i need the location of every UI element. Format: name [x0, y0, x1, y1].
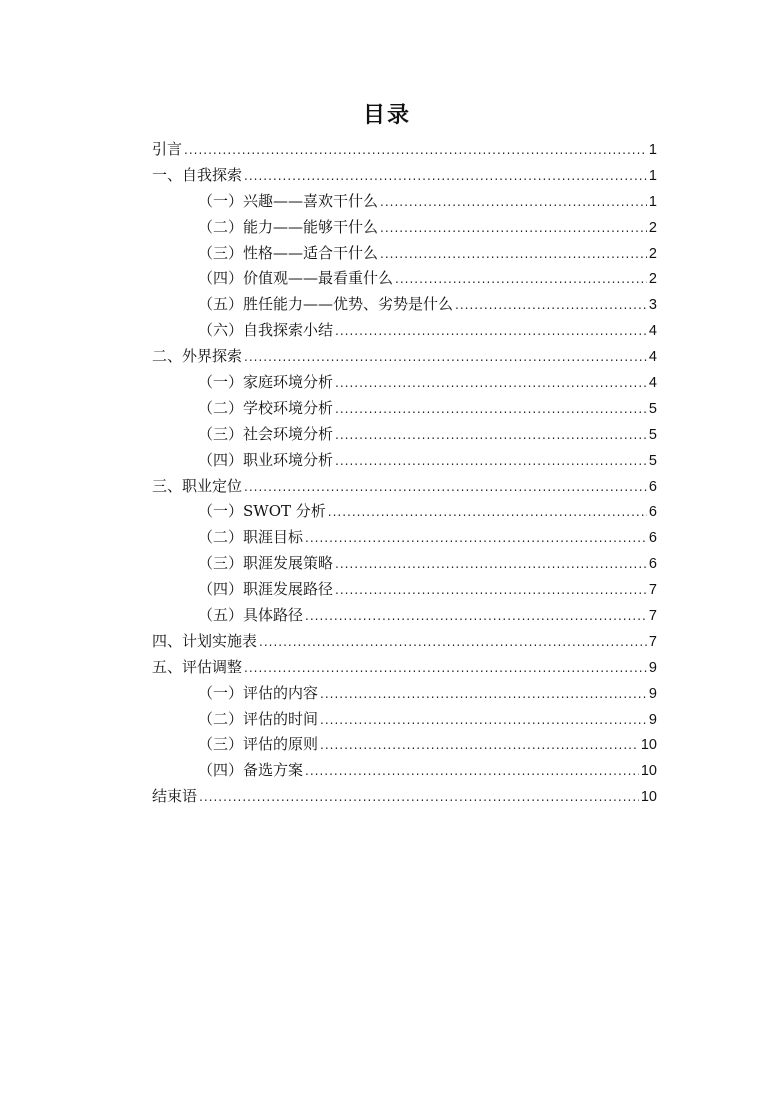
- toc-entry-label: 引言: [152, 140, 183, 158]
- toc-entry-label: 四、计划实施表: [152, 631, 258, 650]
- toc-entry[interactable]: [152, 370, 657, 396]
- toc-entry-page-number: 7: [648, 582, 657, 599]
- toc-leader-dots: [328, 500, 647, 526]
- toc-entry[interactable]: [152, 189, 657, 215]
- toc-leader-dots: [244, 164, 647, 190]
- toc-entry[interactable]: [152, 215, 657, 241]
- toc-entry-label: （二）职涯目标: [198, 528, 304, 547]
- toc-entry-label: （一）评估的内容: [198, 683, 319, 702]
- toc-leader-dots: [335, 578, 647, 604]
- toc-leader-dots: [335, 371, 647, 397]
- toc-entry-label: 五、评估调整: [152, 657, 243, 676]
- toc-entry-page-number: 9: [648, 685, 657, 702]
- toc-leader-dots: [380, 190, 647, 216]
- toc-leader-dots: [455, 293, 647, 319]
- toc-entry-page-number: 5: [648, 426, 657, 443]
- toc-entry-label: 二、外界探索: [152, 347, 243, 366]
- toc-entry-label: （五）具体路径: [198, 606, 304, 625]
- toc-entry-label: （二）学校环境分析: [198, 398, 334, 417]
- toc-entry[interactable]: [152, 163, 657, 189]
- toc-entry[interactable]: [152, 422, 657, 448]
- toc-entry-page-number: 7: [648, 633, 657, 650]
- toc-entry-label: （三）评估的原则: [198, 735, 319, 754]
- toc-entry-label: （三）职涯发展策略: [198, 554, 334, 573]
- toc-leader-dots: [395, 267, 647, 293]
- toc-entry[interactable]: [152, 681, 657, 707]
- toc-entry-page-number: 9: [648, 711, 657, 728]
- toc-entry-label: （四）备选方案: [198, 761, 304, 780]
- toc-entry-label: （五）胜任能力——优势、劣势是什么: [198, 295, 454, 314]
- toc-entry-label: 三、职业定位: [152, 476, 243, 495]
- toc-entry-label: （三）社会环境分析: [198, 424, 334, 443]
- toc-entry-label: （四）价值观——最看重什么: [198, 269, 394, 288]
- toc-entry-page-number: 6: [648, 556, 657, 573]
- toc-entry[interactable]: [152, 344, 657, 370]
- toc-entry[interactable]: [152, 732, 657, 758]
- toc-entry[interactable]: [152, 318, 657, 344]
- toc-entry-label: 结束语: [152, 787, 198, 806]
- toc-leader-dots: [335, 319, 647, 345]
- toc-leader-dots: [335, 397, 647, 423]
- toc-entry-page-number: 1: [648, 142, 657, 158]
- page-title: 目录: [362, 103, 411, 128]
- toc-entry[interactable]: [152, 525, 657, 551]
- toc-leader-dots: [305, 759, 639, 785]
- toc-entry[interactable]: [152, 474, 657, 500]
- toc-leader-dots: [199, 785, 639, 811]
- toc-leader-dots: [335, 552, 647, 578]
- toc-entry-page-number: 2: [648, 245, 657, 262]
- toc-entry-label: （四）职业环境分析: [198, 450, 334, 469]
- toc-entry[interactable]: [152, 292, 657, 318]
- toc-entry-page-number: 10: [640, 789, 657, 806]
- toc-entry-page-number: 6: [648, 504, 657, 521]
- toc-entry-label: （六）自我探索小结: [198, 321, 334, 340]
- toc-entry-page-number: 6: [648, 478, 657, 495]
- toc-entry-page-number: 2: [648, 219, 657, 236]
- toc-entry[interactable]: [152, 551, 657, 577]
- toc-entry-label: （一）SWOT 分析: [198, 502, 326, 521]
- toc-leader-dots: [244, 345, 647, 371]
- toc-entry-page-number: 3: [648, 297, 657, 314]
- toc-entry[interactable]: [152, 655, 657, 681]
- toc-entry[interactable]: [152, 137, 657, 163]
- toc-leader-dots: [320, 708, 647, 734]
- toc-entry-label: （二）能力——能够干什么: [198, 217, 379, 236]
- toc-entry-page-number: 5: [648, 400, 657, 417]
- toc-entry-label: （二）评估的时间: [198, 709, 319, 728]
- toc-entry-page-number: 7: [648, 608, 657, 625]
- toc-entry-label: （一）兴趣——喜欢干什么: [198, 191, 379, 210]
- toc-entry[interactable]: [152, 266, 657, 292]
- toc-leader-dots: [320, 733, 639, 759]
- toc-entry-page-number: 6: [648, 530, 657, 547]
- toc-entry-page-number: 10: [640, 737, 657, 754]
- toc-entry-label: （一）家庭环境分析: [198, 373, 334, 392]
- table-of-contents: [152, 137, 657, 810]
- toc-leader-dots: [380, 242, 647, 268]
- toc-leader-dots: [380, 216, 647, 242]
- toc-entry-page-number: 4: [648, 323, 657, 340]
- toc-entry-label: （三）性格——适合干什么: [198, 243, 379, 262]
- toc-entry[interactable]: [152, 499, 657, 525]
- toc-leader-dots: [259, 630, 647, 656]
- toc-entry[interactable]: [152, 448, 657, 474]
- toc-leader-dots: [305, 604, 647, 630]
- toc-leader-dots: [305, 526, 647, 552]
- toc-entry[interactable]: [152, 707, 657, 733]
- toc-entry[interactable]: [152, 577, 657, 603]
- toc-leader-dots: [244, 656, 647, 682]
- toc-entry-page-number: 1: [648, 193, 657, 210]
- toc-entry-page-number: 2: [648, 271, 657, 288]
- toc-leader-dots: [335, 423, 647, 449]
- toc-entry-label: 一、自我探索: [152, 165, 243, 184]
- toc-leader-dots: [335, 449, 647, 475]
- toc-leader-dots: [244, 475, 647, 501]
- toc-leader-dots: [184, 138, 647, 164]
- toc-entry[interactable]: [152, 603, 657, 629]
- toc-entry-page-number: 9: [648, 659, 657, 676]
- toc-entry[interactable]: [152, 758, 657, 784]
- toc-entry-label: （四）职涯发展路径: [198, 580, 334, 599]
- toc-entry[interactable]: [152, 396, 657, 422]
- toc-entry-page-number: 4: [648, 349, 657, 366]
- toc-entry[interactable]: [152, 784, 657, 810]
- toc-entry-page-number: 1: [648, 167, 657, 184]
- toc-leader-dots: [320, 682, 647, 708]
- toc-entry-page-number: 4: [648, 375, 657, 392]
- toc-entry[interactable]: [152, 241, 657, 267]
- toc-entry-page-number: 10: [640, 763, 657, 780]
- toc-entry[interactable]: [152, 629, 657, 655]
- toc-entry-page-number: 5: [648, 452, 657, 469]
